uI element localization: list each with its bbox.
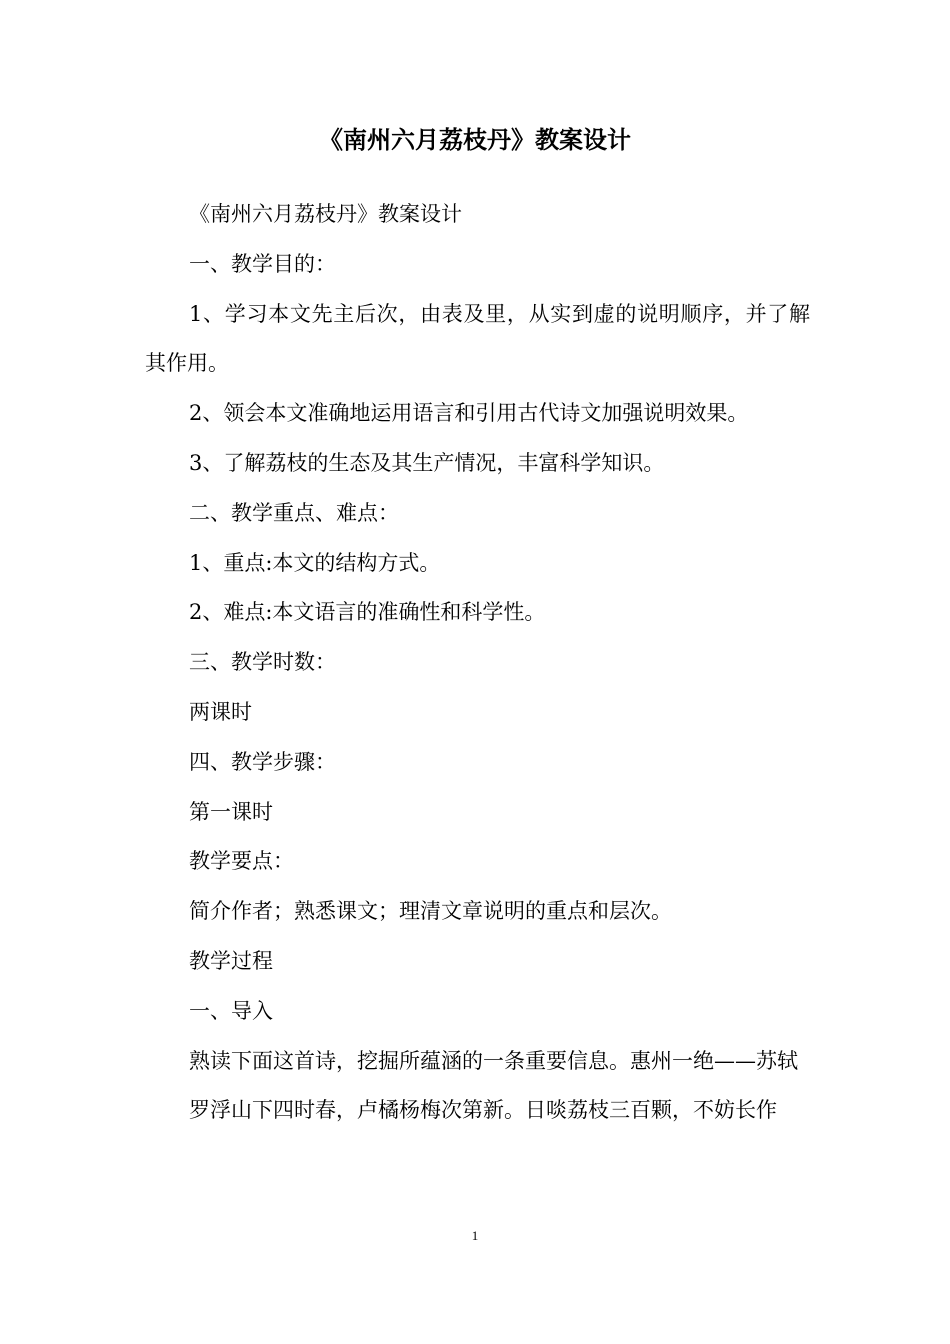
document-body [145, 190, 810, 1136]
paragraph: 2、难点:本文语言的准确性和科学性。 [189, 600, 546, 625]
section-heading: 四、教学步骤： [189, 749, 336, 774]
document-title: 《南州六月荔枝丹》教案设计 [319, 126, 631, 154]
section-heading: 三、教学时数： [189, 650, 336, 675]
paragraph: 2、领会本文准确地运用语言和引用古代诗文加强说明效果。 [189, 401, 749, 426]
paragraph: 简介作者；熟悉课文；理清文章说明的重点和层次。 [189, 899, 672, 924]
paragraph: 教学要点： [189, 849, 294, 874]
paragraph: 第一课时 [189, 799, 273, 824]
page-number: 1 [471, 1228, 479, 1243]
section-heading: 一、导入 [189, 998, 273, 1023]
paragraph: 罗浮山下四时春，卢橘杨梅次第新。日啖荔枝三百颗，不妨长作 [189, 1098, 777, 1123]
paragraph: 教学过程 [189, 948, 273, 973]
section-heading: 一、教学目的： [189, 251, 336, 276]
section-heading: 二、教学重点、难点： [189, 500, 399, 525]
paragraph: 熟读下面这首诗，挖掘所蕴涵的一条重要信息。惠州一绝——苏轼 [189, 1048, 798, 1073]
paragraph: 1、学习本文先主后次，由表及里，从实到虚的说明顺序，并了解其作用。 [145, 301, 810, 376]
paragraph: 《南州六月荔枝丹》教案设计 [189, 202, 462, 226]
paragraph: 两课时 [189, 699, 252, 724]
paragraph: 1、重点:本文的结构方式。 [189, 550, 441, 575]
paragraph: 3、了解荔枝的生态及其生产情况，丰富科学知识。 [189, 450, 665, 475]
